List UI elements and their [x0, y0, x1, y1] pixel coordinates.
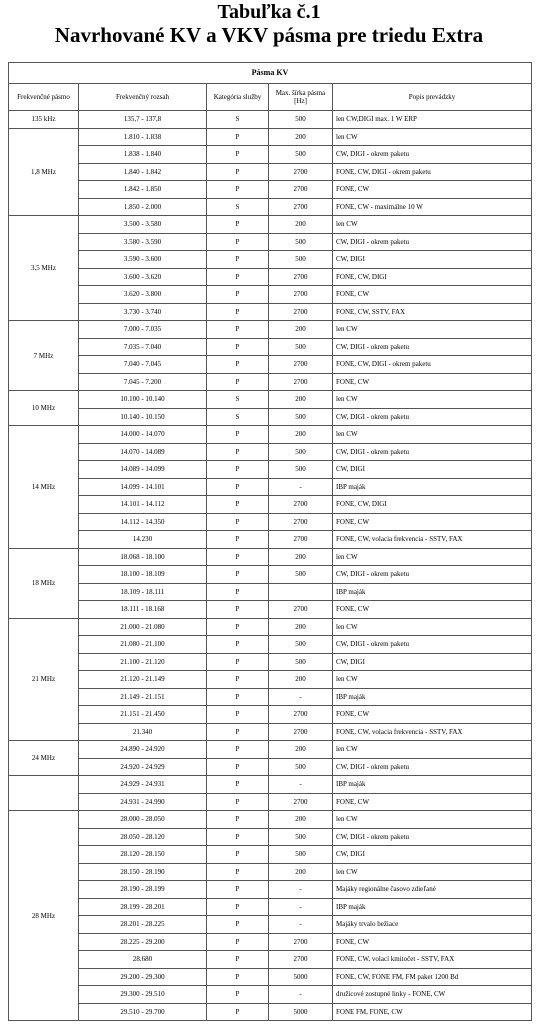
band-cell: 18 MHz [9, 548, 79, 618]
service-category-cell: P [207, 373, 269, 391]
operation-description-cell: FONE, CW [333, 706, 532, 724]
max-bandwidth-cell: 500 [269, 233, 333, 251]
max-bandwidth-cell: 500 [269, 828, 333, 846]
frequency-range-cell: 28.680 [79, 951, 207, 969]
max-bandwidth-cell: 2700 [269, 198, 333, 216]
service-category-cell: P [207, 601, 269, 619]
max-bandwidth-cell: 500 [269, 653, 333, 671]
max-bandwidth-cell: 500 [269, 443, 333, 461]
table-caption: Pásma KV [9, 63, 532, 84]
max-bandwidth-cell: 200 [269, 671, 333, 689]
table-row [9, 233, 532, 251]
service-category-cell: P [207, 706, 269, 724]
table-row [9, 863, 532, 881]
max-bandwidth-cell: 2700 [269, 793, 333, 811]
frequency-range-cell: 14.101 - 14.112 [79, 496, 207, 514]
service-category-cell: P [207, 478, 269, 496]
frequency-range-cell: 14.070 - 14.089 [79, 443, 207, 461]
service-category-cell: P [207, 426, 269, 444]
frequency-range-cell: 28.050 - 28.120 [79, 828, 207, 846]
service-category-cell: P [207, 496, 269, 514]
table-row [9, 828, 532, 846]
service-category-cell: P [207, 128, 269, 146]
service-category-cell: P [207, 688, 269, 706]
table-row [9, 758, 532, 776]
frequency-range-cell: 24.931 - 24.990 [79, 793, 207, 811]
header-range: Frekvenčný rozsah [79, 84, 207, 111]
max-bandwidth-cell: 500 [269, 408, 333, 426]
frequency-range-cell: 18.109 - 18.111 [79, 583, 207, 601]
max-bandwidth-cell: 500 [269, 146, 333, 164]
max-bandwidth-cell: 500 [269, 461, 333, 479]
table-row [9, 321, 532, 339]
table-row [9, 671, 532, 689]
operation-description-cell: len CW [333, 741, 532, 759]
operation-description-cell: IBP maják [333, 776, 532, 794]
max-bandwidth-cell: 2700 [269, 268, 333, 286]
operation-description-cell: CW, DIGI - okrem paketu [333, 408, 532, 426]
operation-description-cell: FONE, CW - maximálne 10 W [333, 198, 532, 216]
service-category-cell: P [207, 566, 269, 584]
table-row [9, 338, 532, 356]
service-category-cell: P [207, 548, 269, 566]
table-row [9, 496, 532, 514]
max-bandwidth-cell: - [269, 776, 333, 794]
max-bandwidth-cell: 500 [269, 758, 333, 776]
service-category-cell: P [207, 513, 269, 531]
operation-description-cell: družicové zostupné linky - FONE, CW [333, 986, 532, 1004]
table-row [9, 566, 532, 584]
max-bandwidth-cell: - [269, 916, 333, 934]
service-category-cell: P [207, 846, 269, 864]
frequency-range-cell: 14.099 - 14.101 [79, 478, 207, 496]
table-row [9, 373, 532, 391]
band-cell: 24 MHz [9, 741, 79, 776]
table-row [9, 881, 532, 899]
max-bandwidth-cell: 2700 [269, 303, 333, 321]
table-row [9, 128, 532, 146]
table-row [9, 968, 532, 986]
frequency-range-cell: 24.920 - 24.929 [79, 758, 207, 776]
max-bandwidth-cell: - [269, 688, 333, 706]
operation-description-cell: CW, DIGI - okrem paketu [333, 443, 532, 461]
operation-description-cell: len CW [333, 216, 532, 234]
table-row [9, 951, 532, 969]
frequency-range-cell: 7.045 - 7.200 [79, 373, 207, 391]
service-category-cell: P [207, 1003, 269, 1021]
table-row [9, 916, 532, 934]
operation-description-cell: len CW [333, 321, 532, 339]
table-row [9, 198, 532, 216]
table-row [9, 513, 532, 531]
band-cell: 21 MHz [9, 618, 79, 741]
max-bandwidth-cell: - [269, 898, 333, 916]
frequency-range-cell: 28.225 - 29.200 [79, 933, 207, 951]
frequency-range-cell: 3.600 - 3.620 [79, 268, 207, 286]
table-row [9, 251, 532, 269]
operation-description-cell: FONE, CW [333, 513, 532, 531]
operation-description-cell: CW, DIGI - okrem paketu [333, 828, 532, 846]
table-row [9, 286, 532, 304]
service-category-cell: S [207, 111, 269, 129]
frequency-range-cell: 3.620 - 3.800 [79, 286, 207, 304]
frequency-range-cell: 21.340 [79, 723, 207, 741]
operation-description-cell: CW, DIGI [333, 251, 532, 269]
frequency-range-cell: 14.230 [79, 531, 207, 549]
band-table-container [8, 62, 531, 1021]
service-category-cell: P [207, 181, 269, 199]
max-bandwidth-cell: - [269, 986, 333, 1004]
table-row [9, 636, 532, 654]
table-row [9, 478, 532, 496]
max-bandwidth-cell: 2700 [269, 181, 333, 199]
header-category: Kategória služby [207, 84, 269, 111]
operation-description-cell: len CW [333, 863, 532, 881]
max-bandwidth-cell: 5000 [269, 1003, 333, 1021]
frequency-range-cell: 1.838 - 1.840 [79, 146, 207, 164]
operation-description-cell: len CW [333, 811, 532, 829]
service-category-cell: P [207, 776, 269, 794]
band-cell: 1,8 MHz [9, 128, 79, 216]
service-category-cell: P [207, 811, 269, 829]
service-category-cell: P [207, 898, 269, 916]
service-category-cell: P [207, 793, 269, 811]
max-bandwidth-cell: 200 [269, 321, 333, 339]
table-row [9, 793, 532, 811]
operation-description-cell: IBP maják [333, 688, 532, 706]
operation-description-cell: FONE, CW [333, 601, 532, 619]
service-category-cell: P [207, 916, 269, 934]
table-row [9, 548, 532, 566]
max-bandwidth-cell: 5000 [269, 968, 333, 986]
service-category-cell: P [207, 618, 269, 636]
service-category-cell: P [207, 723, 269, 741]
operation-description-cell: len CW [333, 391, 532, 409]
table-header-row [9, 84, 532, 111]
frequency-range-cell: 1.842 - 1.850 [79, 181, 207, 199]
operation-description-cell: FONE, CW [333, 286, 532, 304]
table-row [9, 426, 532, 444]
table-row [9, 618, 532, 636]
frequency-range-cell: 10.100 - 10.140 [79, 391, 207, 409]
table-row [9, 776, 532, 794]
operation-description-cell: FONE, CW, DIGI - okrem paketu [333, 356, 532, 374]
service-category-cell: P [207, 461, 269, 479]
operation-description-cell: FONE, CW, FONE FM, FM paket 1200 Bd [333, 968, 532, 986]
operation-description-cell: len CW [333, 548, 532, 566]
frequency-range-cell: 3.590 - 3.600 [79, 251, 207, 269]
service-category-cell: P [207, 828, 269, 846]
document-title: Tabuľka č.1 [217, 1, 321, 23]
frequency-range-cell: 18.100 - 18.109 [79, 566, 207, 584]
table-row [9, 356, 532, 374]
frequency-range-cell: 3.500 - 3.580 [79, 216, 207, 234]
table-row [9, 303, 532, 321]
table-row [9, 583, 532, 601]
frequency-range-cell: 10.140 - 10.150 [79, 408, 207, 426]
operation-description-cell: FONE, CW [333, 373, 532, 391]
frequency-range-cell: 1.810 - 1.838 [79, 128, 207, 146]
service-category-cell: P [207, 443, 269, 461]
max-bandwidth-cell: 500 [269, 338, 333, 356]
max-bandwidth-cell: 500 [269, 636, 333, 654]
frequency-range-cell: 28.150 - 28.190 [79, 863, 207, 881]
frequency-range-cell: 21.100 - 21.120 [79, 653, 207, 671]
frequency-range-cell: 3.730 - 3.740 [79, 303, 207, 321]
frequency-range-cell: 21.080 - 21.100 [79, 636, 207, 654]
frequency-range-cell: 29.300 - 29.510 [79, 986, 207, 1004]
max-bandwidth-cell: - [269, 478, 333, 496]
max-bandwidth-cell: 200 [269, 548, 333, 566]
max-bandwidth-cell: 2700 [269, 356, 333, 374]
frequency-range-cell: 28.190 - 28.199 [79, 881, 207, 899]
operation-description-cell: CW, DIGI - okrem paketu [333, 758, 532, 776]
frequency-range-cell: 21.000 - 21.080 [79, 618, 207, 636]
operation-description-cell: CW, DIGI - okrem paketu [333, 146, 532, 164]
operation-description-cell: Majáky regionálne časovo zdieľané [333, 881, 532, 899]
band-cell: 3,5 MHz [9, 216, 79, 321]
operation-description-cell: IBP maják [333, 898, 532, 916]
service-category-cell: P [207, 968, 269, 986]
service-category-cell: P [207, 321, 269, 339]
service-category-cell: P [207, 583, 269, 601]
max-bandwidth-cell: 2700 [269, 706, 333, 724]
operation-description-cell: CW, DIGI [333, 461, 532, 479]
operation-description-cell: FONE, CW, volacia frekvencia - SSTV, FAX [333, 723, 532, 741]
frequency-range-cell: 28.000 - 28.050 [79, 811, 207, 829]
max-bandwidth-cell: 2700 [269, 723, 333, 741]
max-bandwidth-cell [269, 583, 333, 601]
table-row [9, 216, 532, 234]
service-category-cell: P [207, 863, 269, 881]
service-category-cell: P [207, 671, 269, 689]
table-row [9, 268, 532, 286]
service-category-cell: P [207, 233, 269, 251]
table-row [9, 898, 532, 916]
max-bandwidth-cell: 200 [269, 426, 333, 444]
frequency-range-cell: 18.068 - 18.100 [79, 548, 207, 566]
operation-description-cell: len CW [333, 671, 532, 689]
table-row [9, 933, 532, 951]
table-row [9, 1003, 532, 1021]
max-bandwidth-cell: 200 [269, 811, 333, 829]
service-category-cell: S [207, 408, 269, 426]
frequency-range-cell: 7.035 - 7.040 [79, 338, 207, 356]
max-bandwidth-cell: 200 [269, 863, 333, 881]
band-cell: 14 MHz [9, 426, 79, 549]
max-bandwidth-cell: 2700 [269, 373, 333, 391]
max-bandwidth-cell: 2700 [269, 601, 333, 619]
operation-description-cell: FONE, CW, volací kmitočet - SSTV, FAX [333, 951, 532, 969]
operation-description-cell: len CW [333, 128, 532, 146]
operation-description-cell: len CW [333, 618, 532, 636]
table-row [9, 461, 532, 479]
table-row [9, 111, 532, 129]
operation-description-cell: FONE FM, FONE, CW [333, 1003, 532, 1021]
service-category-cell: S [207, 391, 269, 409]
band-cell: 135 kHz [9, 111, 79, 129]
frequency-range-cell: 29.200 - 29.300 [79, 968, 207, 986]
max-bandwidth-cell: 2700 [269, 951, 333, 969]
operation-description-cell: CW, DIGI [333, 846, 532, 864]
header-description: Popis prevádzky [333, 84, 532, 111]
service-category-cell: P [207, 356, 269, 374]
header-band: Frekvenčné pásmo [9, 84, 79, 111]
max-bandwidth-cell: 500 [269, 251, 333, 269]
table-row [9, 408, 532, 426]
table-row [9, 706, 532, 724]
max-bandwidth-cell: 500 [269, 111, 333, 129]
max-bandwidth-cell: 200 [269, 216, 333, 234]
service-category-cell: P [207, 216, 269, 234]
band-table [8, 62, 532, 1021]
service-category-cell: P [207, 251, 269, 269]
max-bandwidth-cell: 2700 [269, 933, 333, 951]
operation-description-cell: FONE, CW, DIGI [333, 268, 532, 286]
service-category-cell: P [207, 303, 269, 321]
operation-description-cell: FONE, CW, volacia frekvencia - SSTV, FAX [333, 531, 532, 549]
operation-description-cell: len CW,DIGI max. 1 W ERP [333, 111, 532, 129]
table-row [9, 163, 532, 181]
table-row [9, 443, 532, 461]
frequency-range-cell: 18.111 - 18.168 [79, 601, 207, 619]
max-bandwidth-cell: 2700 [269, 531, 333, 549]
table-body [9, 111, 532, 1021]
frequency-range-cell: 28.201 - 28.225 [79, 916, 207, 934]
table-row [9, 741, 532, 759]
service-category-cell: P [207, 986, 269, 1004]
service-category-cell: P [207, 951, 269, 969]
service-category-cell: P [207, 286, 269, 304]
frequency-range-cell: 29.510 - 29.700 [79, 1003, 207, 1021]
table-row [9, 601, 532, 619]
max-bandwidth-cell: 2700 [269, 513, 333, 531]
service-category-cell: P [207, 268, 269, 286]
service-category-cell: P [207, 636, 269, 654]
service-category-cell: S [207, 198, 269, 216]
frequency-range-cell: 28.199 - 28.201 [79, 898, 207, 916]
max-bandwidth-cell: 2700 [269, 286, 333, 304]
frequency-range-cell: 7.040 - 7.045 [79, 356, 207, 374]
frequency-range-cell: 24.890 - 24.920 [79, 741, 207, 759]
table-row [9, 391, 532, 409]
operation-description-cell: FONE, CW, SSTV, FAX [333, 303, 532, 321]
table-row [9, 846, 532, 864]
operation-description-cell: FONE, CW [333, 933, 532, 951]
band-cell: 28 MHz [9, 811, 79, 1021]
table-row [9, 986, 532, 1004]
service-category-cell: P [207, 338, 269, 356]
max-bandwidth-cell: 500 [269, 846, 333, 864]
operation-description-cell: IBP maják [333, 478, 532, 496]
service-category-cell: P [207, 881, 269, 899]
max-bandwidth-cell: 200 [269, 741, 333, 759]
frequency-range-cell: 21.120 - 21.149 [79, 671, 207, 689]
frequency-range-cell: 28.120 - 28.150 [79, 846, 207, 864]
frequency-range-cell: 14.000 - 14.070 [79, 426, 207, 444]
service-category-cell: P [207, 741, 269, 759]
table-row [9, 688, 532, 706]
document-subtitle: Navrhované KV a VKV pásma pre triedu Extra [54, 23, 484, 47]
max-bandwidth-cell: - [269, 881, 333, 899]
band-cell: 10 MHz [9, 391, 79, 426]
operation-description-cell: CW, DIGI - okrem paketu [333, 566, 532, 584]
operation-description-cell: IBP maják [333, 583, 532, 601]
operation-description-cell: CW, DIGI - okrem paketu [333, 233, 532, 251]
max-bandwidth-cell: 200 [269, 391, 333, 409]
frequency-range-cell: 1.850 - 2.000 [79, 198, 207, 216]
max-bandwidth-cell: 200 [269, 128, 333, 146]
operation-description-cell: CW, DIGI [333, 653, 532, 671]
service-category-cell: P [207, 653, 269, 671]
frequency-range-cell: 21.151 - 21.450 [79, 706, 207, 724]
service-category-cell: P [207, 758, 269, 776]
frequency-range-cell: 135,7 - 137,8 [79, 111, 207, 129]
operation-description-cell: FONE, CW, DIGI - okrem paketu [333, 163, 532, 181]
operation-description-cell: CW, DIGI - okrem paketu [333, 636, 532, 654]
service-category-cell: P [207, 933, 269, 951]
band-cell: 7 MHz [9, 321, 79, 391]
frequency-range-cell: 3.580 - 3.590 [79, 233, 207, 251]
frequency-range-cell: 24.929 - 24.931 [79, 776, 207, 794]
max-bandwidth-cell: 200 [269, 618, 333, 636]
max-bandwidth-cell: 500 [269, 566, 333, 584]
table-row [9, 181, 532, 199]
service-category-cell: P [207, 163, 269, 181]
table-row [9, 531, 532, 549]
frequency-range-cell: 7.000 - 7.035 [79, 321, 207, 339]
operation-description-cell: FONE, CW, DIGI [333, 496, 532, 514]
table-row [9, 723, 532, 741]
table-row [9, 653, 532, 671]
frequency-range-cell: 14.089 - 14.099 [79, 461, 207, 479]
service-category-cell: P [207, 146, 269, 164]
operation-description-cell: CW, DIGI - okrem paketu [333, 338, 532, 356]
frequency-range-cell: 21.149 - 21.151 [79, 688, 207, 706]
operation-description-cell: FONE, CW [333, 793, 532, 811]
max-bandwidth-cell: 2700 [269, 496, 333, 514]
max-bandwidth-cell: 2700 [269, 163, 333, 181]
operation-description-cell: len CW [333, 426, 532, 444]
frequency-range-cell: 14.112 - 14.350 [79, 513, 207, 531]
table-row [9, 146, 532, 164]
frequency-range-cell: 1.840 - 1.842 [79, 163, 207, 181]
band-cell [9, 776, 79, 811]
table-row [9, 811, 532, 829]
service-category-cell: P [207, 531, 269, 549]
operation-description-cell: Majáky trvalo bežiace [333, 916, 532, 934]
operation-description-cell: FONE, CW [333, 181, 532, 199]
header-bandwidth: Max. šírka pásma [Hz] [269, 84, 333, 111]
